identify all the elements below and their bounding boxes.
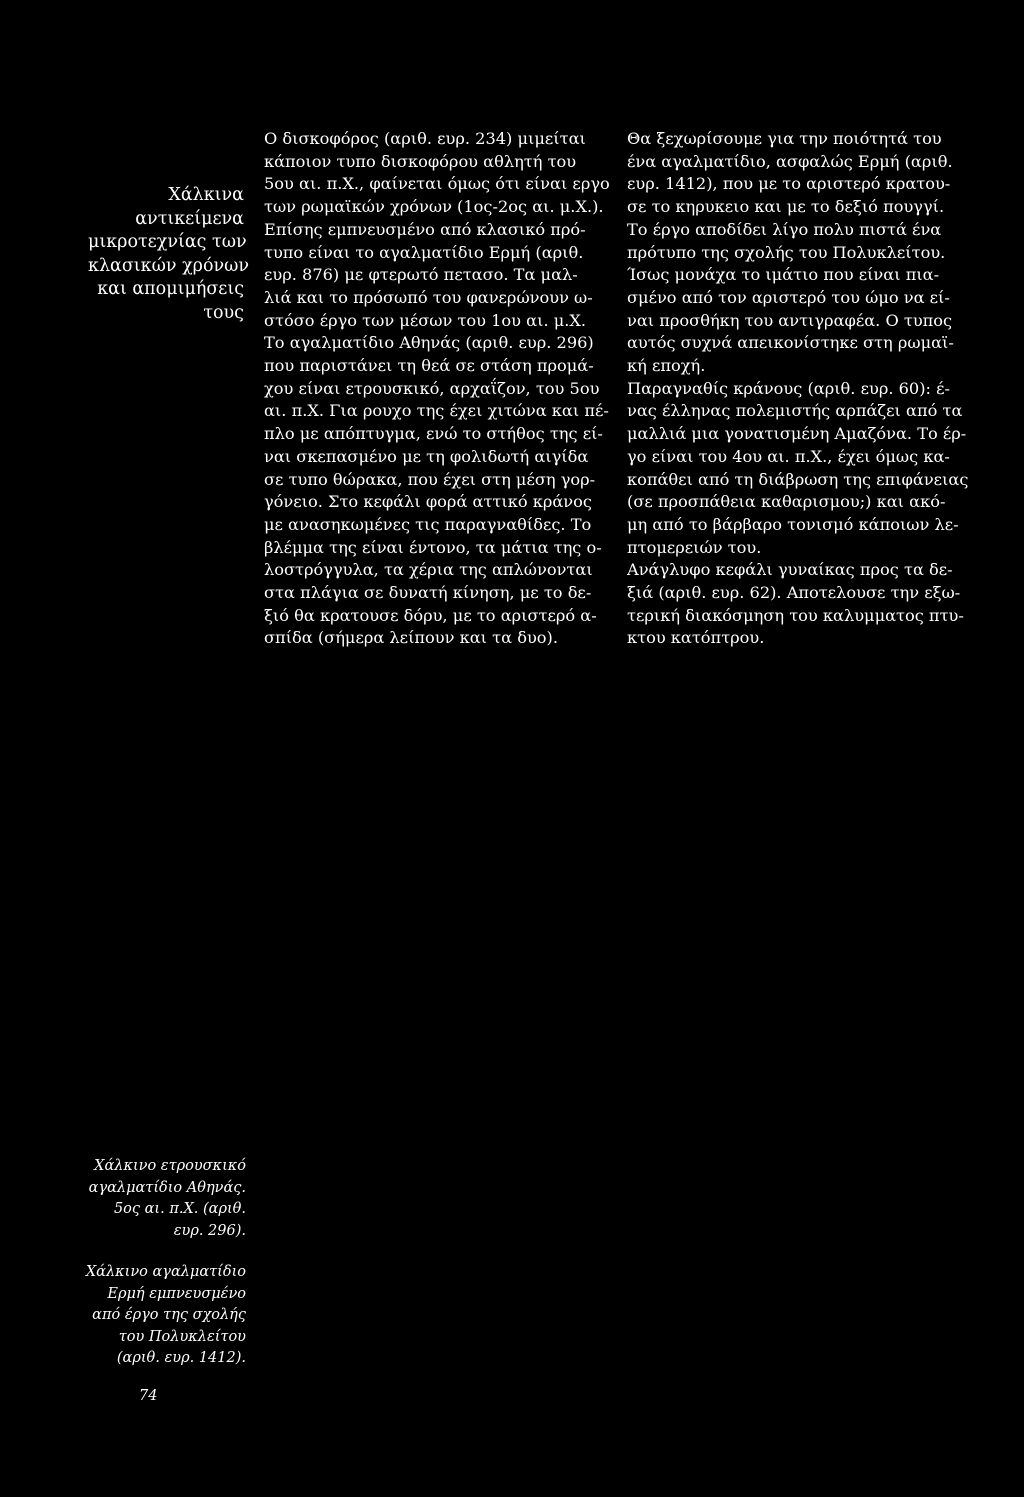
text-line: με ανασηκωμένες τις παραγναθίδες. Το: [264, 514, 592, 534]
caption-line: Χάλκινο αγαλματίδιο: [85, 1264, 246, 1280]
text-line: Το έργο αποδίδει λίγο πολυ πιστά ένα: [627, 219, 942, 239]
text-line: (σε προσπάθεια καθαρισμου;) και ακό-: [627, 492, 946, 512]
caption-line: 5ος αι. π.Χ. (αριθ.: [113, 1201, 246, 1217]
text-line: λιά και το πρόσωπό του φανερώνουν ω-: [264, 287, 593, 307]
text-line: πλο με απόπτυγμα, ενώ το στήθος της εί-: [264, 424, 603, 444]
text-line: χου είναι ετρουσκικό, αρχαΐζον, του 5ου: [264, 378, 600, 398]
text-line: σμένο από τον αριστερό του ώμο να εί-: [627, 287, 950, 307]
caption-line: αγαλματίδιο Αθηνάς.: [88, 1179, 246, 1196]
text-line: ναι προσθήκη του αντιγραφέα. Ο τυπος: [627, 310, 953, 330]
body-column-right: [627, 128, 967, 650]
side-heading-line: μικροτεχνίας των: [88, 232, 247, 252]
text-line: κοπάθει από τη διάβρωση της επιφάνειας: [627, 469, 969, 489]
side-heading-line: Χάλκινα: [168, 185, 244, 205]
text-line: πτομερειών του.: [627, 537, 762, 557]
text-line: τερική διακόσμηση του καλυμματος πτυ-: [627, 605, 964, 625]
text-line: πρότυπο της σχολής του Πολυκλείτου.: [627, 242, 946, 262]
caption-line: Ερμή εμπνευσμένο: [107, 1285, 246, 1302]
side-heading-line: και απομιμήσεις: [97, 279, 244, 299]
text-line: των ρωμαϊκών χρόνων (1ος-2ος αι. μ.Χ.).: [264, 197, 604, 217]
text-line: 5ου αι. π.Χ., φαίνεται όμως ότι είναι εργο: [264, 174, 610, 194]
text-line: Επίσης εμπνευσμένο από κλασικό πρό-: [264, 219, 586, 239]
caption-line: Χάλκινο ετρουσκικό: [94, 1158, 246, 1174]
side-heading-line: αντικείμενα: [135, 208, 244, 229]
text-line: Παραγναθίς κράνους (αριθ. ευρ. 60): έ-: [627, 378, 950, 398]
text-line: κάποιον τυπο δισκοφόρου αθλητή του: [264, 151, 577, 171]
text-line: σε τυπο θώρακα, που έχει στη μέση γορ-: [264, 469, 596, 489]
text-line: γο είναι του 4ου αι. π.Χ., έχει όμως κα-: [627, 446, 950, 466]
body-column-left: [264, 128, 610, 650]
text-line: αυτός συχνά απεικονίστηκε στη ρωμαϊ-: [627, 333, 954, 353]
figure-caption-hermes: [66, 1262, 246, 1370]
text-line: γόνειο. Στο κεφάλι φορά αττικό κράνος: [264, 492, 592, 512]
text-line: κτου κατόπτρου.: [627, 628, 765, 648]
text-line: Ο δισκοφόρος (αριθ. ευρ. 234) μιμείται: [264, 129, 586, 148]
text-line: Ανάγλυφο κεφάλι γυναίκας προς τα δε-: [627, 560, 953, 580]
text-line: βλέμμα της είναι έντονο, τα μάτια της ο-: [264, 537, 602, 557]
page-number: 74: [139, 1388, 158, 1404]
text-line: ξιό θα κρατουσε δόρυ, με το αριστερό α-: [264, 605, 597, 625]
text-line: αι. π.Χ. Για ρουχο της έχει χιτώνα και πέ-: [264, 401, 609, 421]
figure-caption-athena: [66, 1156, 246, 1242]
text-line: στα πλάγια σε δυνατή κίνηση, με το δε-: [264, 583, 592, 603]
side-heading-line: κλασικών χρόνων: [88, 255, 250, 276]
text-line: μαλλιά μια γονατισμένη Αμαζόνα. Το έρ-: [627, 424, 967, 444]
caption-line: του Πολυκλείτου: [118, 1328, 246, 1345]
caption-line: ευρ. 296).: [173, 1222, 246, 1239]
text-line: ένα αγαλματίδιο, ασφαλώς Ερμή (αριθ.: [627, 151, 953, 171]
caption-line: (αριθ. ευρ. 1412).: [116, 1350, 246, 1366]
side-heading: [88, 184, 250, 325]
text-line: Ίσως μονάχα το ιμάτιο που είναι πια-: [627, 265, 940, 285]
text-line: κή εποχή.: [627, 356, 706, 376]
text-line: τυπο είναι το αγαλματίδιο Ερμή (αριθ.: [264, 242, 584, 262]
text-line: ευρ. 1412), που με το αριστερό κρατου-: [627, 174, 951, 194]
text-line: σε το κηρυκειο και με το δεξιό πουγγί.: [627, 197, 945, 217]
text-line: που παριστάνει τη θεά σε στάση προμά-: [264, 356, 594, 376]
text-line: ξιά (αριθ. ευρ. 62). Αποτελουσε την εξω-: [627, 583, 961, 603]
text-line: ευρ. 876) με φτερωτό πετασο. Τα μαλ-: [264, 265, 578, 285]
text-line: Το αγαλματίδιο Αθηνάς (αριθ. ευρ. 296): [264, 333, 594, 353]
caption-line: από έργο της σχολής: [92, 1307, 246, 1323]
text-line: λοστρόγγυλα, τα χέρια της απλώνονται: [264, 560, 593, 580]
text-line: μη από το βάρβαρο τονισμό κάποιων λε-: [627, 514, 959, 534]
text-line: ναι σκεπασμένο με τη φολιδωτή αιγίδα: [264, 446, 589, 466]
text-line: νας έλληνας πολεμιστής αρπάζει από τα: [627, 401, 963, 421]
text-line: σπίδα (σήμερα λείπουν και τα δυο).: [264, 628, 558, 648]
text-line: στόσο έργο των μέσων του 1ου αι. μ.Χ.: [264, 310, 587, 330]
text-line: Θα ξεχωρίσουμε για την ποιότητά του: [627, 129, 942, 148]
side-heading-line: τους: [203, 302, 244, 323]
